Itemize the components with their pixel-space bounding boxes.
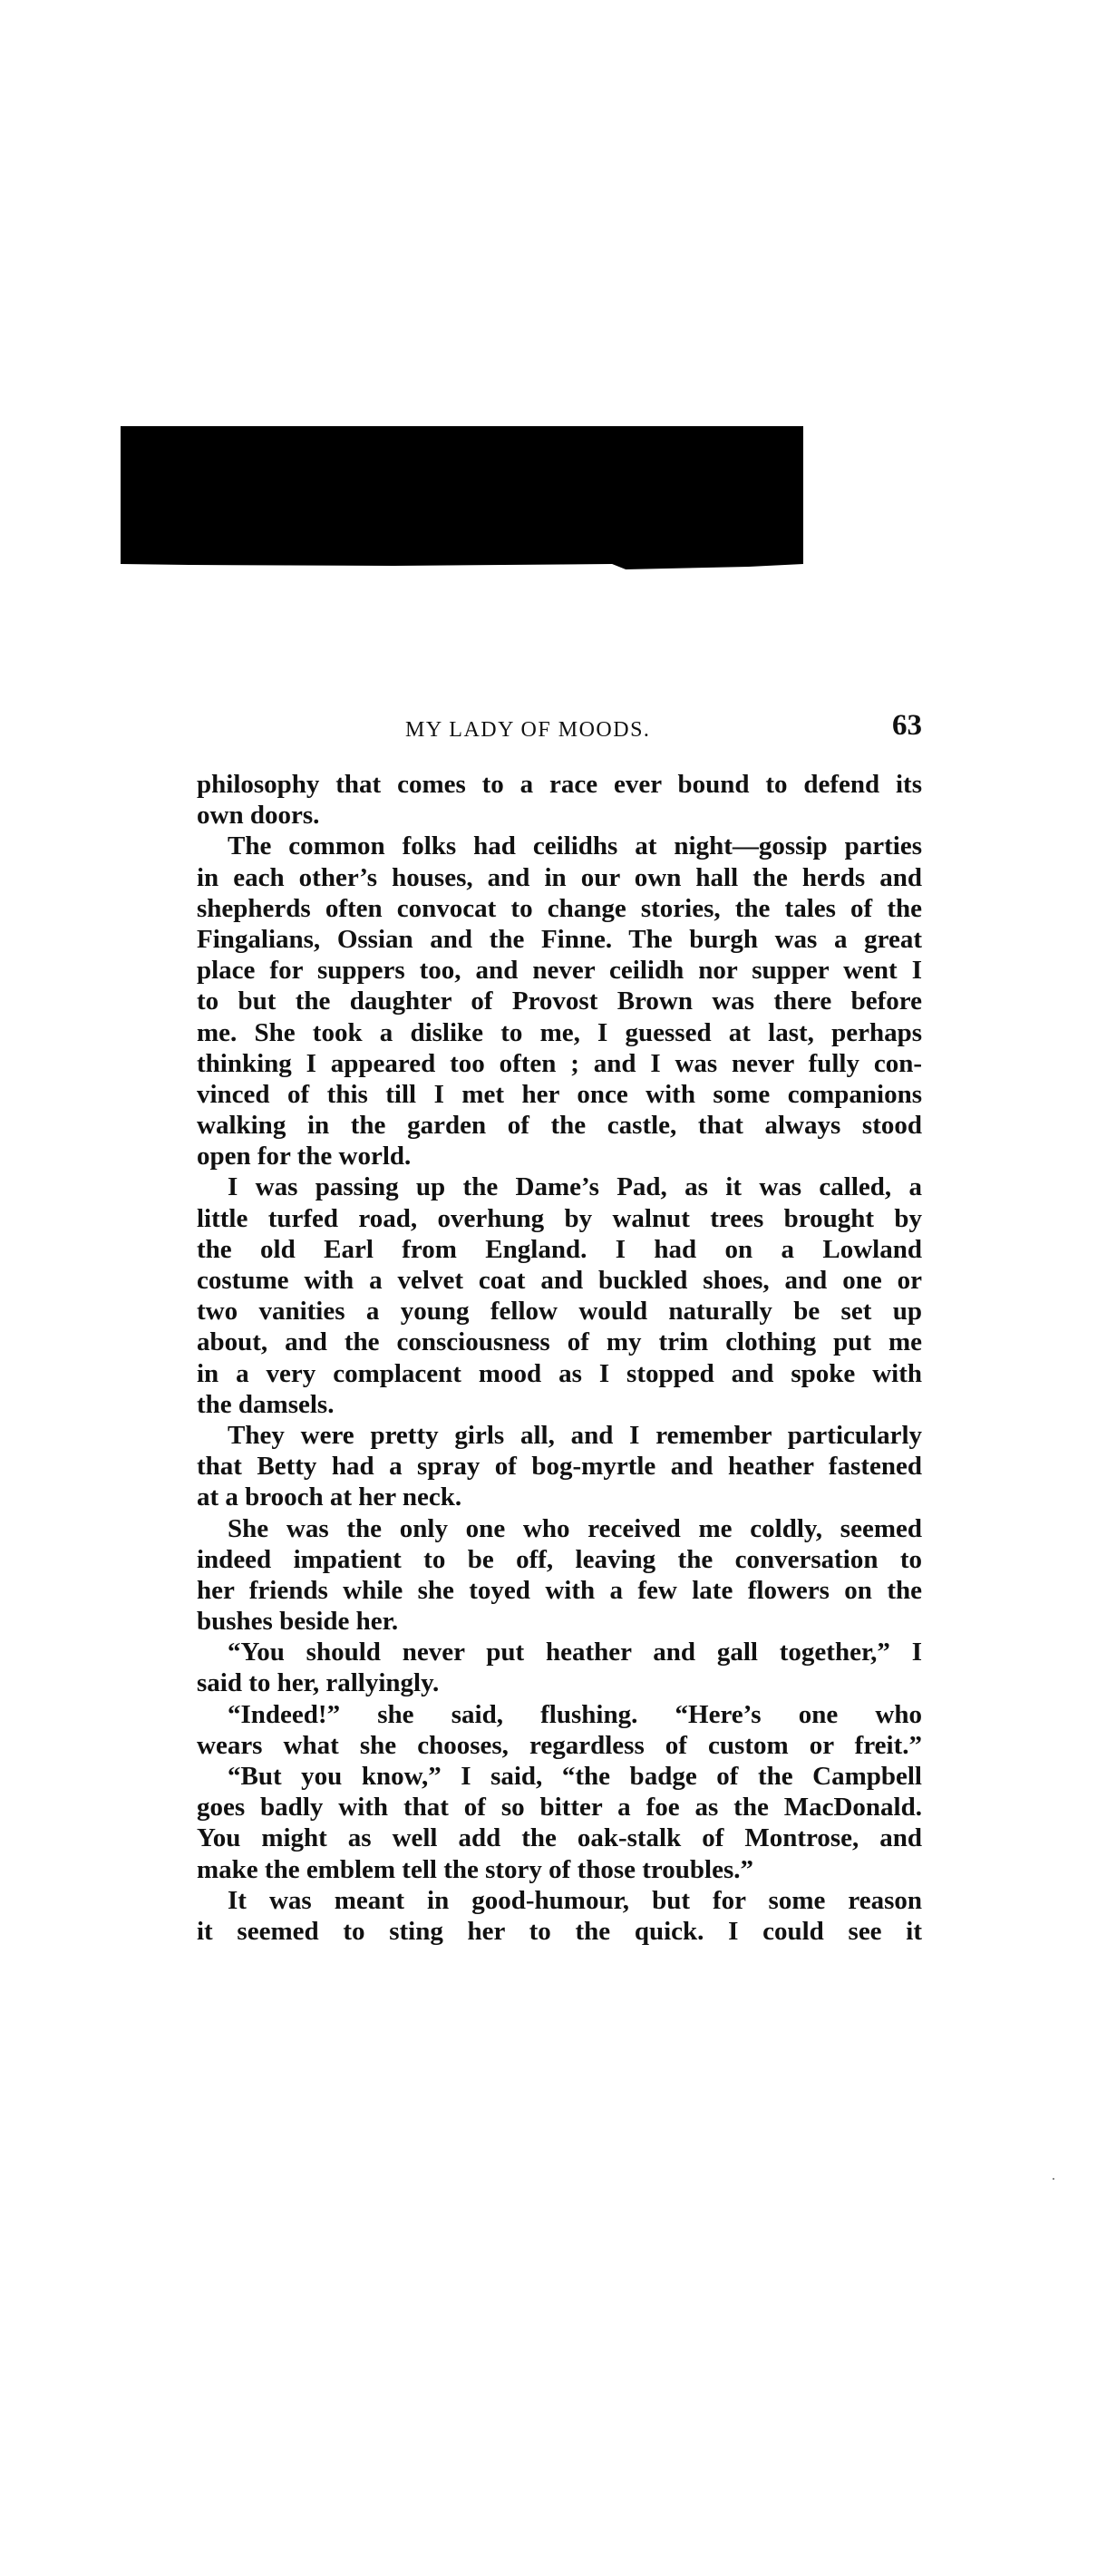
text-line: You might as well add the oak-stalk of Montrose, and (197, 1823, 922, 1853)
text-line: costume with a velvet coat and buckled shoes, and one or (197, 1266, 922, 1295)
text-line: it seemed to sting her to the quick. I could see it (197, 1916, 922, 1946)
scan-speck (1053, 2178, 1054, 2180)
text-line: her friends while she toyed with a few late flowers on the (197, 1575, 922, 1605)
text-line: vinced of this till I met her once with some companions (197, 1079, 922, 1109)
text-line: wears what she chooses, regardless of custom or freit.” (197, 1730, 922, 1760)
text-line: bushes beside her. (197, 1607, 399, 1637)
running-title: MY LADY OF MOODS. (405, 718, 651, 742)
text-line: the old Earl from England. I had on a Lowland (197, 1234, 922, 1264)
text-line: make the emblem tell the story of those troubles.” (197, 1854, 753, 1884)
text-line: about, and the consciousness of my trim clothing put me (197, 1327, 922, 1357)
text-line: at a brooch at her neck. (197, 1482, 462, 1512)
redaction-block (121, 426, 803, 564)
text-line: Fingalians, Ossian and the Finne. The burgh was a great (197, 924, 922, 954)
text-line: The common folks had ceilidhs at night—gossip parties (228, 831, 922, 861)
text-line: I was passing up the Dame’s Pad, as it was called, a (228, 1172, 922, 1202)
text-line: that Betty had a spray of bog-myrtle and heather fastened (197, 1452, 922, 1482)
text-line: in a very complacent mood as I stopped and spoke with (197, 1358, 922, 1388)
text-line: indeed impatient to be off, leaving the conversation to (197, 1544, 922, 1574)
text-line: “You should never put heather and gall together,” I (228, 1638, 922, 1667)
text-line: in each other’s houses, and in our own hall the herds and (197, 862, 922, 892)
text-line: They were pretty girls all, and I remember particularly (228, 1420, 922, 1450)
text-line: the damsels. (197, 1389, 335, 1419)
text-line: open for the world. (197, 1142, 412, 1171)
page-number: 63 (892, 709, 922, 742)
text-line: two vanities a young fellow would naturally be set up (197, 1297, 922, 1327)
text-line: said to her, rallyingly. (197, 1668, 440, 1698)
text-line: “But you know,” I said, “the badge of the Campbell (228, 1762, 922, 1791)
text-line: philosophy that comes to a race ever bound to defend its (197, 770, 922, 799)
redaction-block-edge (121, 560, 803, 569)
body-text (197, 769, 922, 1947)
text-line: thinking I appeared too often ; and I was never fully con- (197, 1048, 922, 1078)
text-line: walking in the garden of the castle, that always stood (197, 1111, 922, 1141)
page-header (197, 709, 922, 745)
text-line: She was the only one who received me coldly, seemed (228, 1513, 922, 1543)
text-line: goes badly with that of so bitter a foe as the MacDonald. (197, 1793, 922, 1823)
text-line: own doors. (197, 801, 320, 831)
text-line: “Indeed!” she said, flushing. “Here’s one who (228, 1699, 922, 1729)
text-line: to but the daughter of Provost Brown was there before (197, 987, 922, 1016)
text-line: shepherds often convocat to change stories, the tales of the (197, 893, 922, 923)
text-line: little turfed road, overhung by walnut trees brought by (197, 1203, 922, 1233)
text-line: me. She took a dislike to me, I guessed at last, perhaps (197, 1017, 922, 1047)
text-line: place for suppers too, and never ceilidh nor supper went I (197, 956, 922, 986)
text-line: It was meant in good-humour, but for some reason (228, 1885, 922, 1915)
